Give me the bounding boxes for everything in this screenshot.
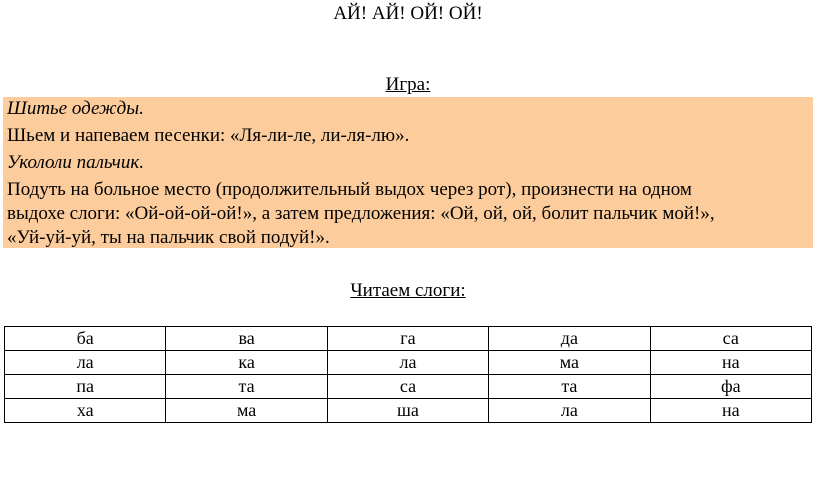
table-row <box>5 375 812 399</box>
table-cell: та <box>489 375 650 399</box>
table-cell: на <box>650 351 811 375</box>
table-cell: на <box>650 399 811 423</box>
game-item-text-line: «Уй-уй-уй, ты на пальчик свой подуй!». <box>7 227 330 248</box>
table-cell: ла <box>327 351 488 375</box>
table-cell: ва <box>166 327 327 351</box>
table-row <box>5 399 812 423</box>
table-cell: са <box>327 375 488 399</box>
syllables-table <box>4 326 812 423</box>
table-cell: ла <box>489 399 650 423</box>
game-item-text-line: выдохе слоги: «Ой-ой-ой-ой!», а затем предложения: «Ой, ой, ой, болит пальчик мой!», <box>7 203 715 224</box>
table-cell: га <box>327 327 488 351</box>
game-heading: Игра: <box>385 74 431 95</box>
table-cell: ма <box>489 351 650 375</box>
game-item-title: Укололи пальчик. <box>7 152 144 173</box>
table-row <box>5 351 812 375</box>
game-item-text-line: Подуть на больное место (продолжительный выдох через рот), произнести на одном <box>7 179 692 200</box>
table-cell: ба <box>5 327 166 351</box>
table-cell: па <box>5 375 166 399</box>
table-cell: да <box>489 327 650 351</box>
reading-heading: Читаем слоги: <box>350 280 466 301</box>
game-item-text: Шьем и напеваем песенки: «Ля-ли-ле, ли-ля-лю». <box>7 125 410 146</box>
table-cell: та <box>166 375 327 399</box>
table-row <box>5 327 812 351</box>
table-cell: ша <box>327 399 488 423</box>
game-box <box>3 97 813 248</box>
table-cell: ма <box>166 399 327 423</box>
table-cell: ха <box>5 399 166 423</box>
page-title: АЙ! АЙ! ОЙ! ОЙ! <box>333 3 483 24</box>
game-item-title: Шитье одежды. <box>7 98 144 119</box>
table-cell: ка <box>166 351 327 375</box>
table-cell: са <box>650 327 811 351</box>
table-cell: фа <box>650 375 811 399</box>
table-cell: ла <box>5 351 166 375</box>
